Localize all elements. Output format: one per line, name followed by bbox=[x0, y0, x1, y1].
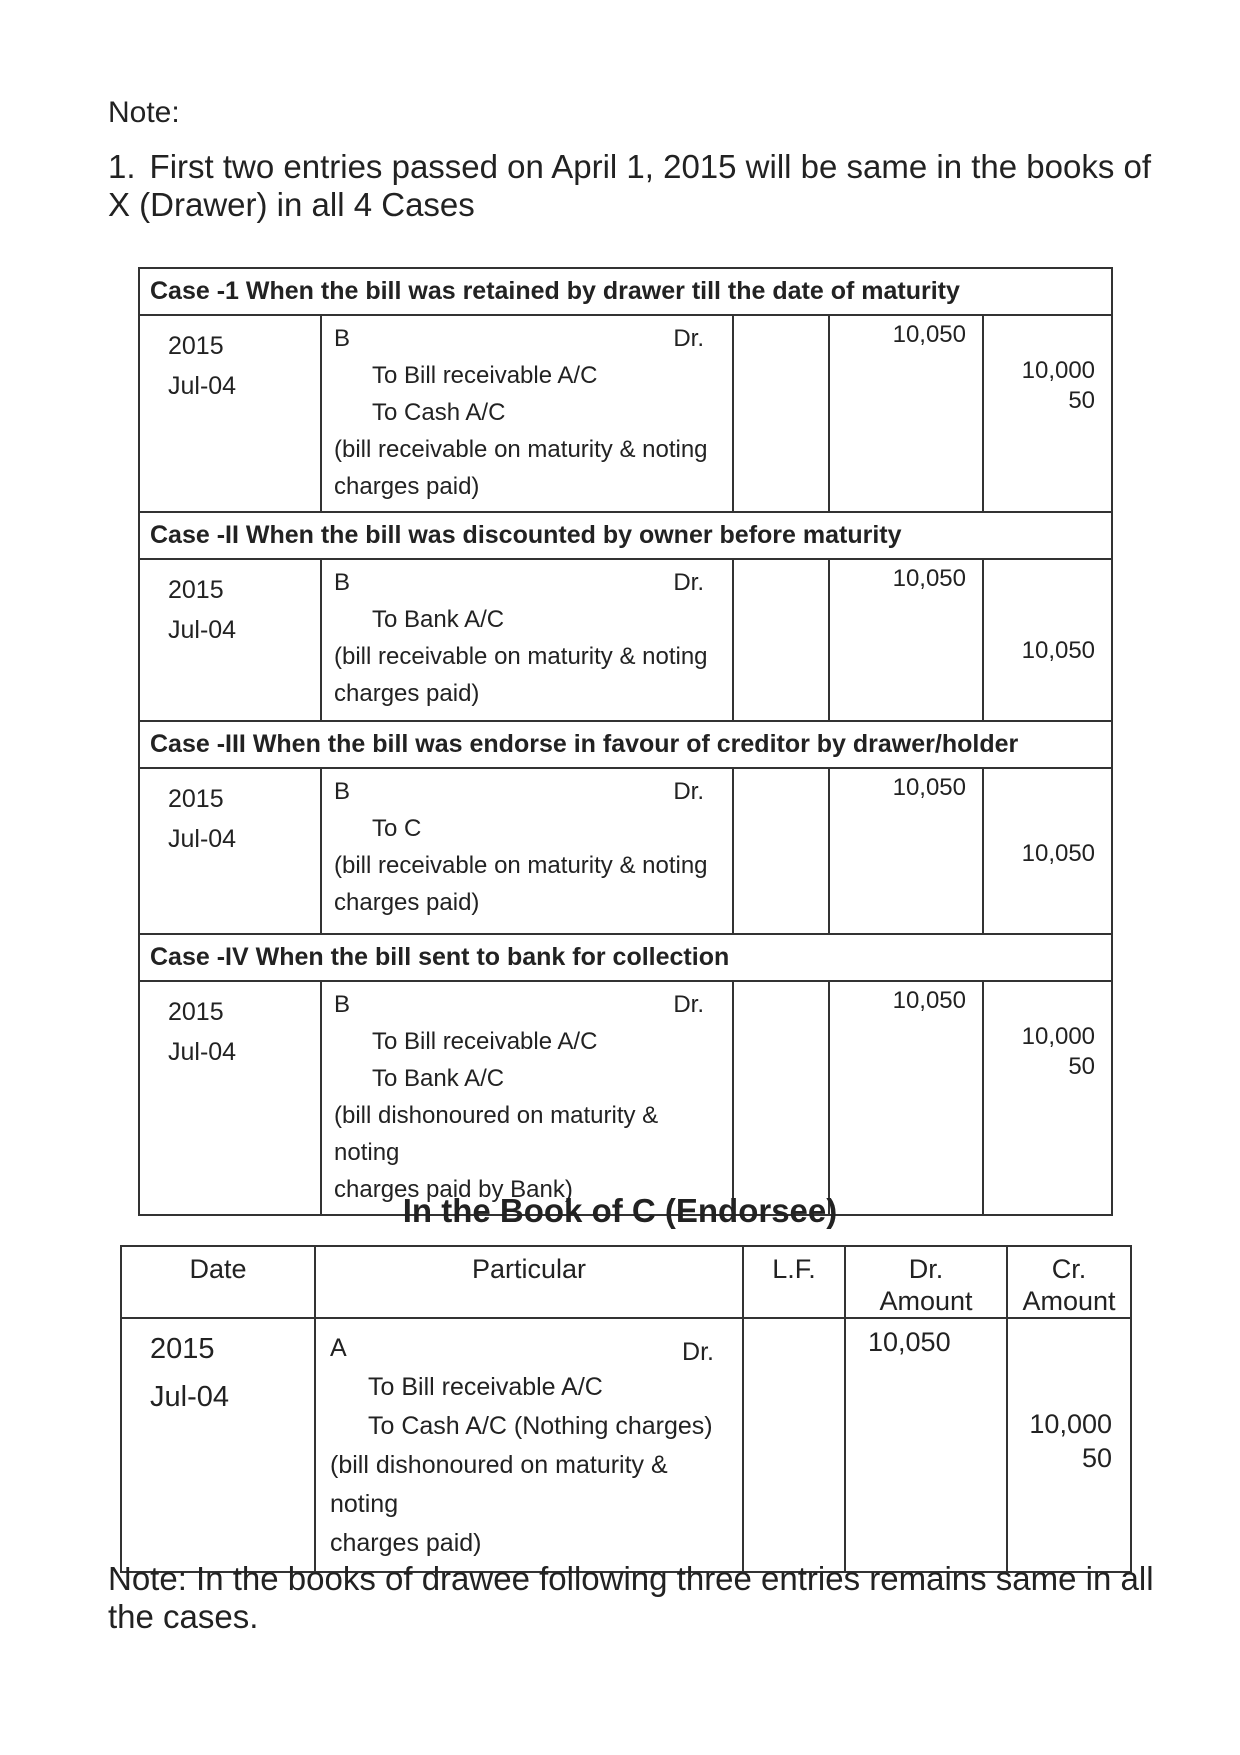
entry-date bbox=[121, 1318, 315, 1572]
date-year: 2015 bbox=[168, 998, 224, 1026]
cr-amount-2: 50 bbox=[1081, 1443, 1112, 1473]
credit-line: To Cash A/C (Nothing charges) bbox=[368, 1412, 713, 1440]
dr-label: Dr. bbox=[673, 778, 704, 805]
lf-cell bbox=[733, 559, 829, 721]
narration: charges paid by Bank) bbox=[334, 1176, 573, 1203]
cr-amount-1: 10,000 bbox=[1021, 357, 1096, 384]
debit-account: B bbox=[334, 569, 351, 596]
header-amount: Amount bbox=[879, 1286, 973, 1316]
header-amount: Amount bbox=[1022, 1286, 1116, 1316]
dr-amount: 10,050 bbox=[829, 981, 983, 1215]
dr-amount: 10,050 bbox=[829, 559, 983, 721]
header-cr: Cr. bbox=[1051, 1254, 1087, 1284]
cr-amount-1: 10,050 bbox=[1021, 840, 1096, 867]
cr-amount-1: 10,050 bbox=[1021, 637, 1096, 664]
note-bottom: Note: In the books of drawee following three entries remains same in all the cases. bbox=[108, 1560, 1154, 1635]
case-3-entry bbox=[139, 768, 1112, 934]
narration: charges paid) bbox=[334, 473, 480, 500]
lf-cell bbox=[743, 1318, 845, 1572]
particulars bbox=[321, 981, 733, 1215]
date-year: 2015 bbox=[168, 576, 224, 604]
lf-cell bbox=[733, 981, 829, 1215]
particulars bbox=[321, 768, 733, 934]
note-number: 1. bbox=[108, 148, 136, 185]
credit-line: To Bill receivable A/C bbox=[372, 362, 598, 389]
particulars bbox=[321, 315, 733, 512]
date-day: Jul-04 bbox=[168, 372, 237, 400]
date-day: Jul-04 bbox=[168, 825, 237, 853]
credit-line: To Bank A/C bbox=[372, 606, 505, 633]
dr-amount: 10,050 bbox=[829, 315, 983, 512]
narration: charges paid) bbox=[334, 680, 480, 707]
lf-cell bbox=[733, 768, 829, 934]
case-4-title: Case -IV When the bill sent to bank for collection bbox=[139, 934, 1112, 981]
dr-label: Dr. bbox=[682, 1338, 714, 1366]
debit-account: B bbox=[334, 325, 351, 352]
narration: (bill receivable on maturity & noting bbox=[334, 852, 708, 879]
narration: charges paid) bbox=[334, 889, 480, 916]
header-row bbox=[121, 1246, 1131, 1318]
date-day: Jul-04 bbox=[168, 1038, 237, 1066]
narration: (bill dishonoured on maturity & noting bbox=[334, 1102, 659, 1166]
credit-line: To Cash A/C bbox=[372, 399, 506, 426]
entry-date bbox=[139, 315, 321, 512]
case-4-entry bbox=[139, 981, 1112, 1215]
endorsee-entry bbox=[121, 1318, 1131, 1572]
dr-amount: 10,050 bbox=[829, 768, 983, 934]
narration: (bill dishonoured on maturity & noting bbox=[330, 1451, 668, 1518]
cr-amount bbox=[983, 315, 1112, 512]
header-lf: L.F. bbox=[743, 1246, 845, 1318]
dr-label: Dr. bbox=[673, 325, 704, 352]
cr-amount bbox=[983, 768, 1112, 934]
case-1-entry bbox=[139, 315, 1112, 512]
entry-date bbox=[139, 981, 321, 1215]
particulars bbox=[321, 559, 733, 721]
date-year: 2015 bbox=[168, 332, 224, 360]
note-text: First two entries passed on April 1, 2015 will be same in the books of X (Drawer) in all 4 Cases bbox=[108, 148, 1152, 223]
case-1-title: Case -1 When the bill was retained by drawer till the date of maturity bbox=[139, 268, 1112, 315]
date-day: Jul-04 bbox=[150, 1381, 229, 1413]
book-title: In the Book of C (Endorsee) bbox=[402, 1192, 838, 1229]
credit-line: To C bbox=[372, 815, 422, 842]
narration: (bill receivable on maturity & noting bbox=[334, 643, 708, 670]
cr-amount bbox=[1007, 1318, 1131, 1572]
cr-amount-1: 10,000 bbox=[1029, 1409, 1112, 1439]
case-2-entry bbox=[139, 559, 1112, 721]
endorsee-journal-table bbox=[120, 1245, 1132, 1573]
header-date: Date bbox=[121, 1246, 315, 1318]
cr-amount-1: 10,000 bbox=[1021, 1023, 1096, 1050]
entry-date bbox=[139, 768, 321, 934]
narration: (bill receivable on maturity & noting bbox=[334, 436, 708, 463]
dr-label: Dr. bbox=[673, 991, 704, 1018]
journal-cases-table bbox=[138, 267, 1113, 1216]
debit-account: B bbox=[334, 778, 351, 805]
date-year: 2015 bbox=[168, 785, 224, 813]
cr-amount-2: 50 bbox=[1068, 1053, 1096, 1080]
note-item-1 bbox=[108, 148, 1158, 224]
date-year: 2015 bbox=[150, 1333, 215, 1365]
header-dr: Dr. bbox=[908, 1254, 944, 1284]
case-2-title: Case -II When the bill was discounted by owner before maturity bbox=[139, 512, 1112, 559]
dr-label: Dr. bbox=[673, 569, 704, 596]
date-day: Jul-04 bbox=[168, 616, 237, 644]
dr-amount: 10,050 bbox=[845, 1318, 1007, 1572]
header-particular: Particular bbox=[315, 1246, 743, 1318]
cr-amount bbox=[983, 559, 1112, 721]
particulars bbox=[315, 1318, 743, 1572]
debit-account: A bbox=[330, 1334, 347, 1362]
note-heading: Note: bbox=[108, 96, 180, 129]
entry-date bbox=[139, 559, 321, 721]
debit-account: B bbox=[334, 991, 351, 1018]
header-dr-amount bbox=[845, 1246, 1007, 1318]
credit-line: To Bank A/C bbox=[372, 1065, 505, 1092]
credit-line: To Bill receivable A/C bbox=[372, 1028, 598, 1055]
header-cr-amount bbox=[1007, 1246, 1131, 1318]
lf-cell bbox=[733, 315, 829, 512]
credit-line: To Bill receivable A/C bbox=[368, 1373, 603, 1401]
narration: charges paid) bbox=[330, 1529, 482, 1557]
cr-amount bbox=[983, 981, 1112, 1215]
cr-amount-2: 50 bbox=[1068, 387, 1096, 414]
case-3-title: Case -III When the bill was endorse in favour of creditor by drawer/holder bbox=[139, 721, 1112, 768]
